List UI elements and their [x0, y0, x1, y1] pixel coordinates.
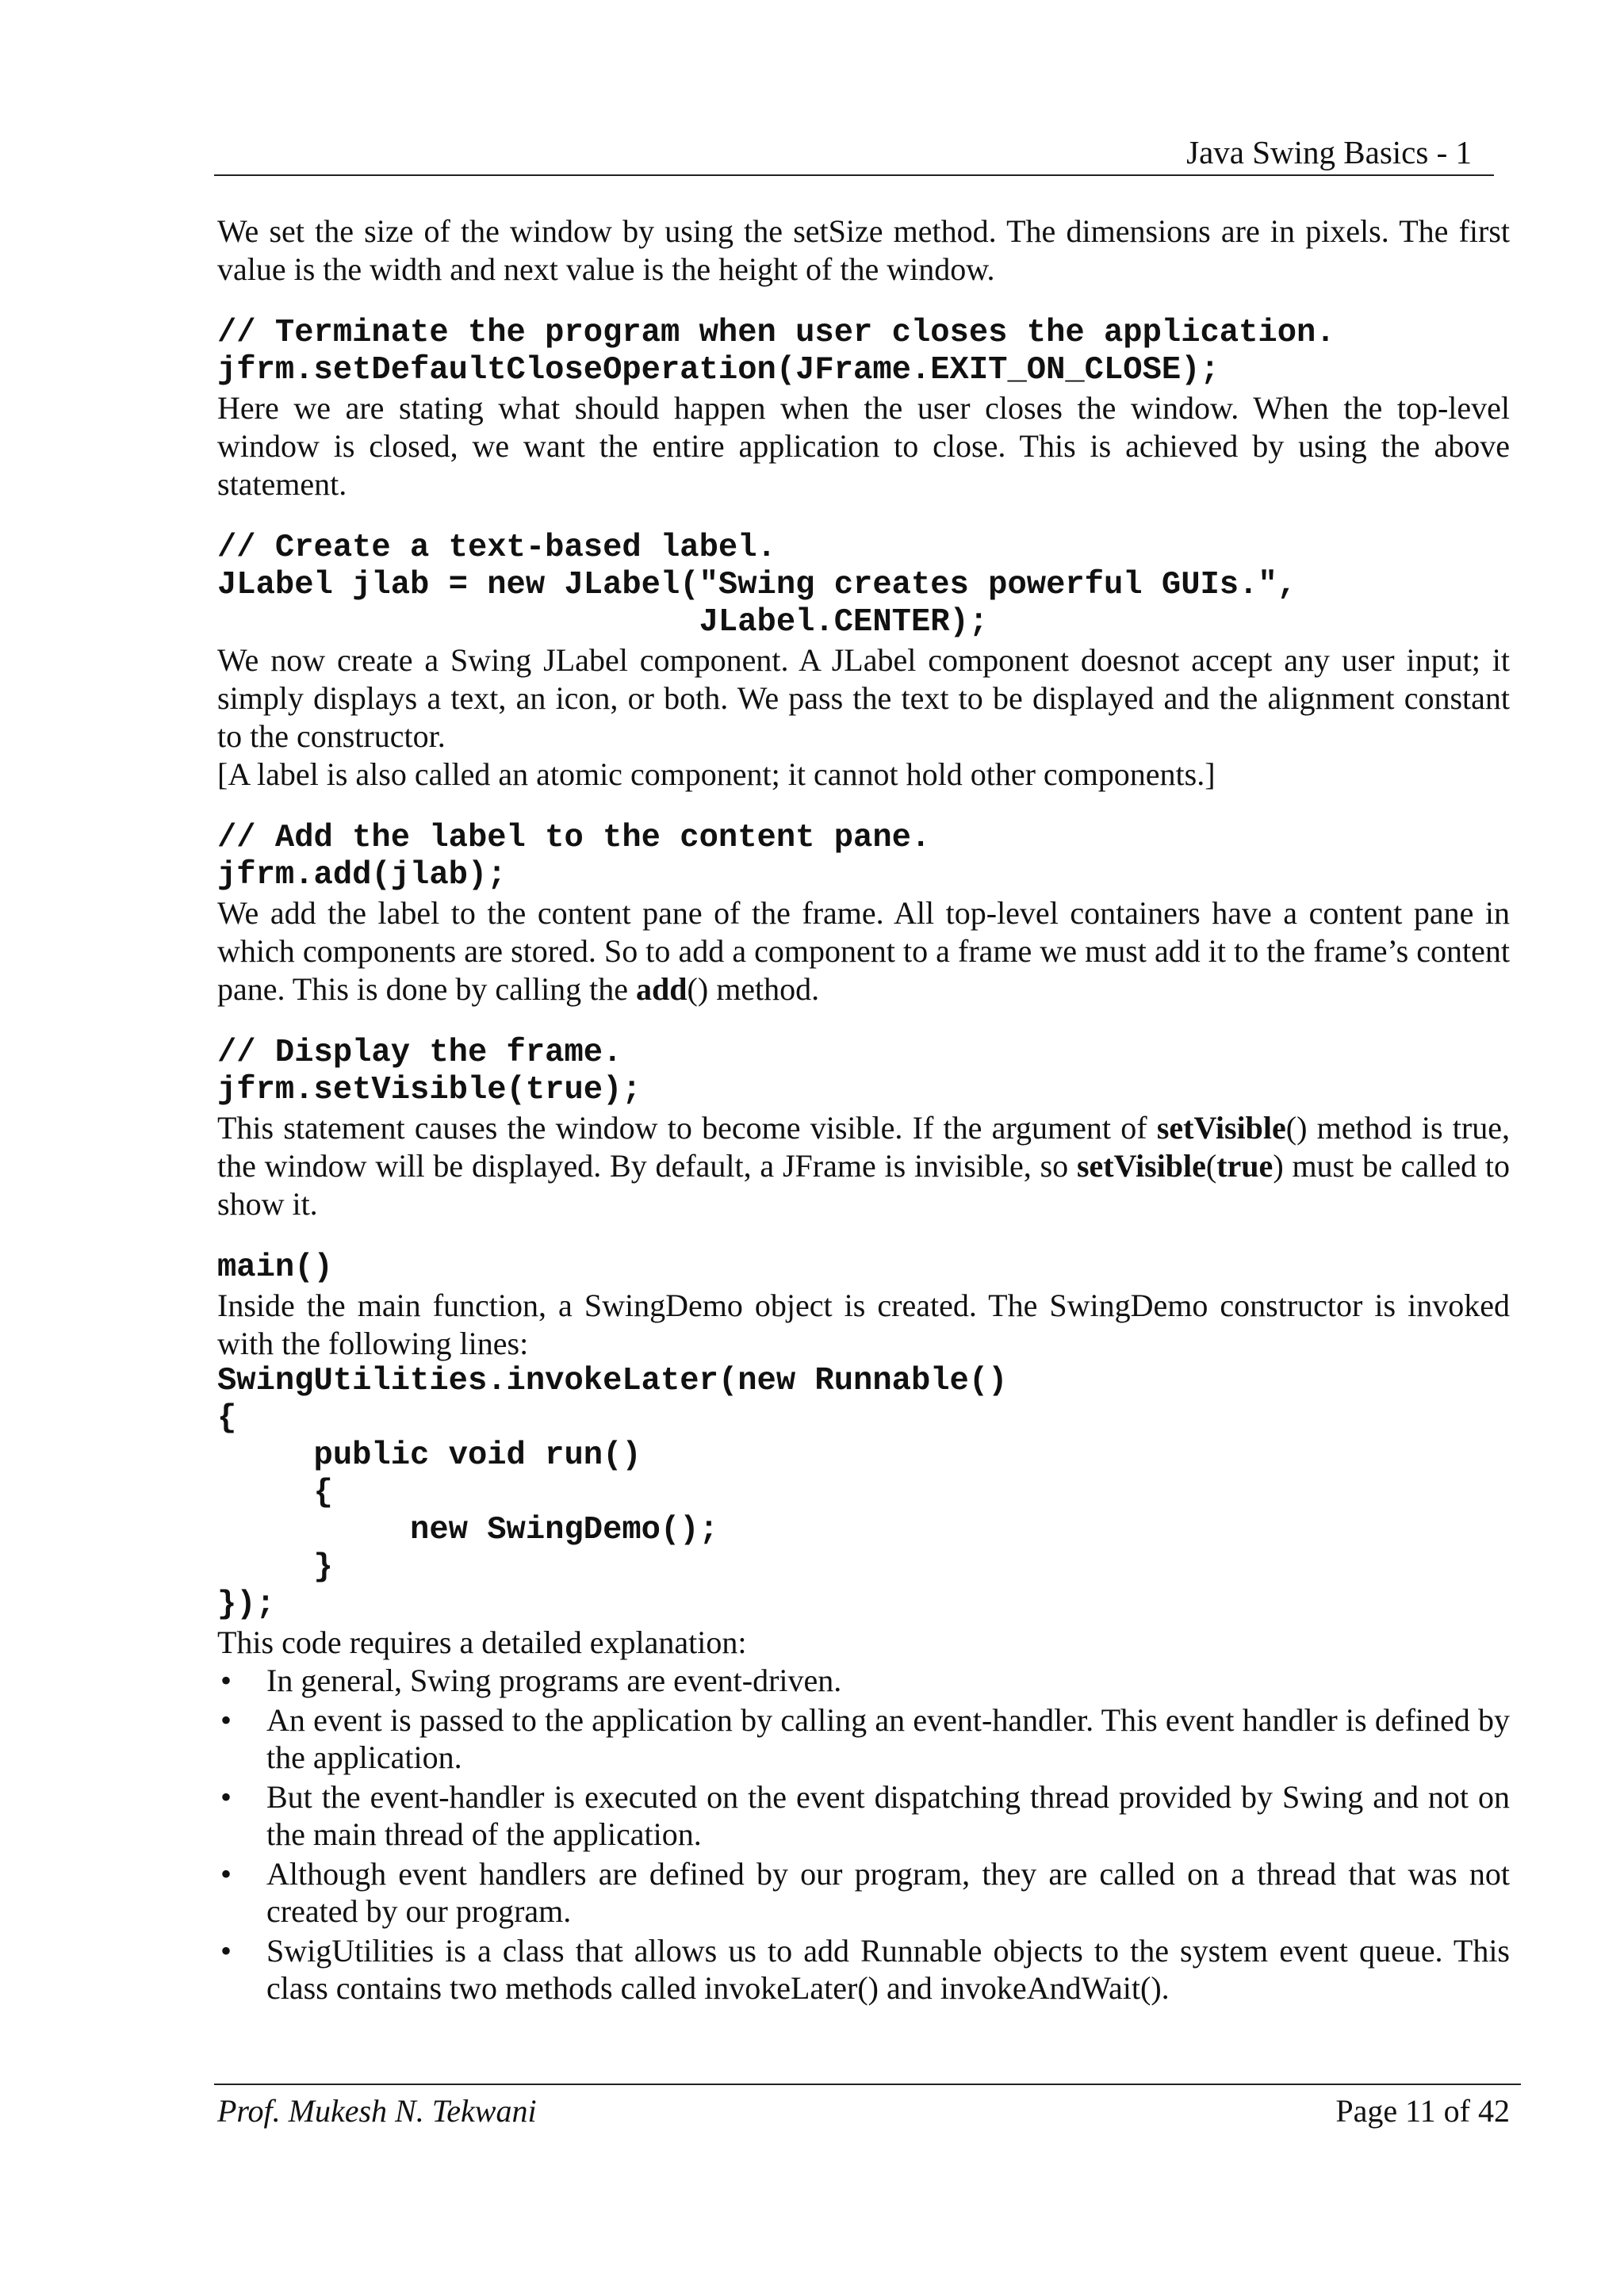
- code-line: // Add the label to the content pane.: [217, 820, 931, 856]
- list-item-text: An event is passed to the application by calling an event-handler. This event handler is defined by the application.: [266, 1702, 1510, 1775]
- bold-term: true: [1216, 1148, 1274, 1184]
- code-line: // Create a text-based label.: [217, 530, 776, 566]
- footer-author: Prof. Mukesh N. Tekwani: [217, 2093, 537, 2129]
- list-item-text: Although event handlers are defined by our program, they are called on a thread that was not created by our program.: [266, 1856, 1510, 1929]
- bold-term: setVisible: [1156, 1110, 1286, 1146]
- code-line: jfrm.setVisible(true);: [217, 1072, 642, 1108]
- close-paragraph: Here we are stating what should happen when the user closes the window. When the top-level window is closed, we want the entire application to close. This is achieved by using the above statement.: [217, 390, 1510, 502]
- code-line: public void run(): [217, 1437, 642, 1474]
- code-line: }: [217, 1549, 333, 1586]
- code-line: // Terminate the program when user closes the application.: [217, 315, 1335, 351]
- page-number: Page 11 of 42: [1335, 2093, 1510, 2129]
- page-footer: [214, 2084, 1521, 2133]
- setsize-paragraph: We set the size of the window by using the setSize method. The dimensions are in pixels. The first value is the width and next value is the height of the window.: [217, 213, 1510, 287]
- visible-paragraph: [217, 1109, 1510, 1223]
- bullet-icon: •: [220, 1856, 232, 1892]
- code-line: new SwingDemo();: [217, 1512, 718, 1548]
- label-paragraph: We now create a Swing JLabel component. A JLabel component doesnot accept any user input; it simply displays a text, an icon, or both. We pass the text to be displayed and the alignment constant to the constructor.: [217, 642, 1510, 754]
- page-header: [214, 131, 1494, 176]
- text-run: ) must be called to show it.: [217, 1148, 1510, 1222]
- bullet-icon: •: [220, 1779, 232, 1815]
- list-item-text: SwigUtilities is a class that allows us to add Runnable objects to the system event queue. This class contains two methods called invokeLater() and invokeAndWait().: [266, 1933, 1510, 2006]
- list-item-text: But the event-handler is executed on the event dispatching thread provided by Swing and not on the main thread of the application.: [266, 1779, 1510, 1852]
- document-body: [217, 212, 1510, 2009]
- explanation-intro: This code requires a detailed explanation:: [217, 1624, 747, 1660]
- text-run: () method.: [687, 971, 820, 1007]
- code-line: SwingUtilities.invokeLater(new Runnable(): [217, 1363, 1008, 1399]
- header-title: Java Swing Basics - 1: [1186, 134, 1472, 170]
- text-run: (: [1205, 1148, 1217, 1184]
- bold-term: setVisible: [1076, 1148, 1206, 1184]
- visible-code-block: [217, 1035, 1510, 1109]
- list-item: [217, 1701, 1510, 1776]
- code-line: JLabel.CENTER);: [217, 604, 989, 641]
- code-line: });: [217, 1586, 275, 1623]
- bullet-icon: •: [220, 1702, 232, 1738]
- list-item: [217, 1662, 1510, 1699]
- bold-term: add: [636, 971, 688, 1007]
- main-paragraph: Inside the main function, a SwingDemo object is created. The SwingDemo constructor is invoked with the following lines:: [217, 1288, 1510, 1361]
- label-note: [A label is also called an atomic component; it cannot hold other components.]: [217, 756, 1216, 792]
- code-line: jfrm.add(jlab);: [217, 857, 507, 894]
- add-paragraph: [217, 894, 1510, 1008]
- code-line: {: [217, 1400, 237, 1437]
- text-run: We add the label to the content pane of the frame. All top-level containers have a content pane in which components are stored. So to add a component to a frame we must add it to the frame’s content pane. This is done by calling the: [217, 895, 1510, 1007]
- label-code-block: [217, 530, 1510, 641]
- code-line: {: [217, 1475, 333, 1511]
- explanation-list: [217, 1662, 1510, 2007]
- list-item-text: In general, Swing programs are event-driven.: [266, 1663, 842, 1698]
- main-heading: main(): [217, 1249, 333, 1286]
- list-item: [217, 1855, 1510, 1930]
- text-run: () method is true, the window will be displayed. By default, a JFrame is invisible, so: [217, 1110, 1510, 1184]
- code-line: jfrm.setDefaultCloseOperation(JFrame.EXIT_ON_CLOSE);: [217, 352, 1220, 388]
- code-line: JLabel jlab = new JLabel("Swing creates powerful GUIs.",: [217, 567, 1297, 603]
- close-code-block: [217, 315, 1510, 389]
- text-run: This statement causes the window to become visible. If the argument of: [217, 1110, 1157, 1146]
- main-code-block: [217, 1363, 1510, 1624]
- list-item: [217, 1932, 1510, 2007]
- code-line: // Display the frame.: [217, 1035, 622, 1071]
- list-item: [217, 1778, 1510, 1853]
- bullet-icon: •: [220, 1663, 232, 1698]
- add-code-block: [217, 820, 1510, 894]
- bullet-icon: •: [220, 1933, 232, 1969]
